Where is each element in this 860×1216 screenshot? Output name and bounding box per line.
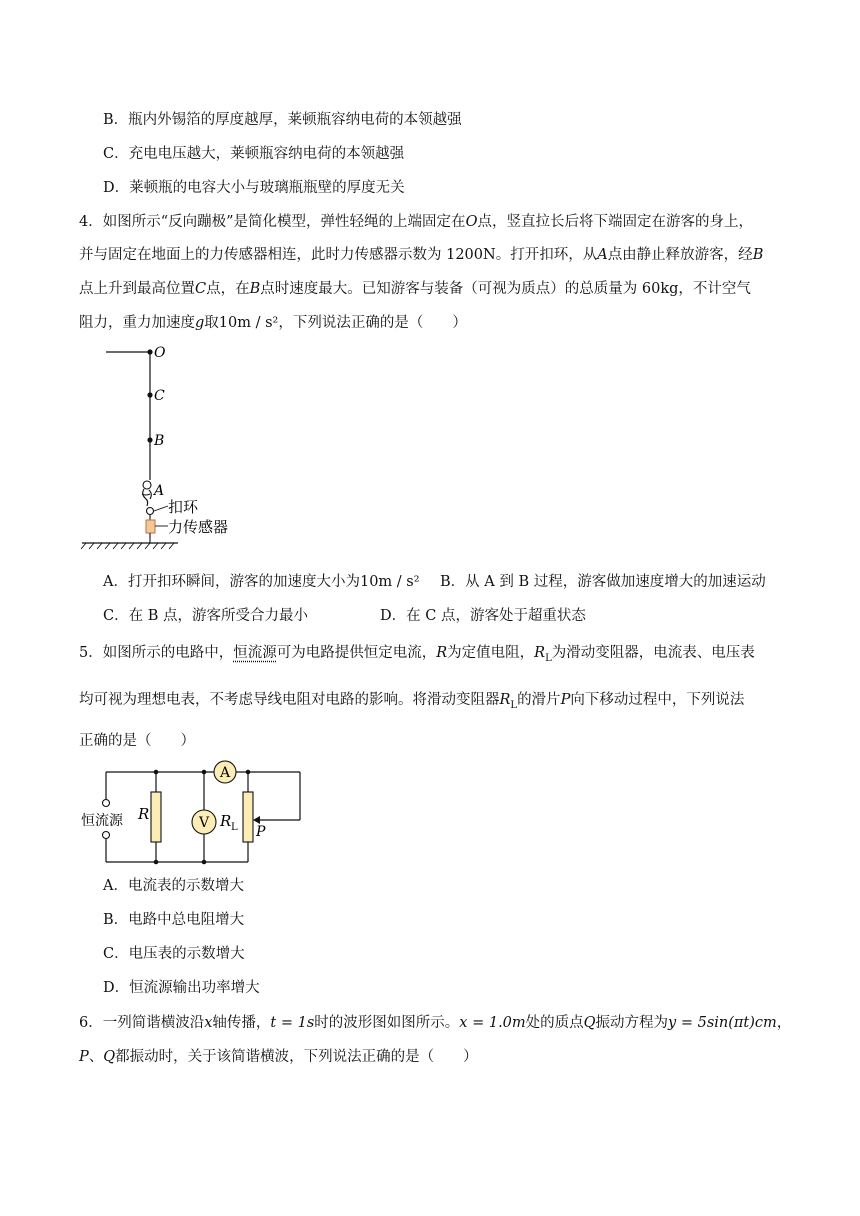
buckle-icon (147, 508, 154, 515)
slider-p-label: P (256, 824, 266, 840)
source-label: 恒流源 (81, 813, 123, 829)
q6-stem-line-2: P、Q都振动时，关于该简谐横波，下列说法正确的是（ ） (79, 1049, 478, 1065)
q4-stem-line-4: 阻力，重力加速度g取10m / s²，下列说法正确的是（ ） (79, 315, 467, 331)
slider-arrow-icon (253, 816, 260, 824)
label-o: O (154, 345, 166, 361)
q5-stem-line-1: 5．如图所示的电路中，恒流源可为电路提供恒定电流，R为定值电阻，$R_L$为滑动变阻器，电流表、电压表 (79, 645, 755, 664)
q4-option-a: A．打开扣环瞬间，游客的加速度大小为10m / s² (103, 574, 420, 590)
q4-stem-line-1: 4．如图所示“反向蹦极”是简化模型，弹性轻绳的上端固定在O点，竖直拉长后将下端固定在游客的身上， (79, 214, 753, 230)
q4-option-d: D．在 C 点，游客处于超重状态 (380, 608, 586, 624)
source-terminal-top (103, 800, 110, 807)
q5-stem-line-3: 正确的是（ ） (79, 733, 195, 749)
resistor-r-label: R (138, 805, 150, 823)
rheostat-rl-label: R (220, 812, 232, 830)
q3-option-b: B．瓶内外锡箔的厚度越厚，莱顿瓶容纳电荷的本领越强 (103, 112, 462, 128)
q6-stem-line-1: 6．一列简谐横波沿x轴传播，t = 1s时的波形图如图所示。x = 1.0m处的质点Q振动方程为y = 5sin(πt)cm， (79, 1015, 792, 1031)
resistor-r (151, 792, 161, 842)
q5-option-d: D．恒流源输出功率增大 (103, 980, 260, 996)
force-sensor-icon (146, 520, 155, 533)
label-c: C (154, 388, 165, 404)
q4-stem-line-2: 并与固定在地面上的力传感器相连，此时力传感器示数为 1200N。打开扣环，从A点由静止释放游客，经B (79, 247, 764, 263)
ammeter-label: A (219, 765, 231, 781)
q3-option-d: D．莱顿瓶的电容大小与玻璃瓶瓶壁的厚度无关 (103, 180, 405, 196)
q4-stem-line-3: 点上升到最高位置C点，在B点时速度最大。已知游客与装备（可视为质点）的总质量为 60kg，不计空气 (79, 281, 751, 297)
q5-option-a: A．电流表的示数增大 (103, 878, 244, 894)
label-a: A (154, 483, 165, 499)
buckle-label: 扣环 (168, 498, 199, 516)
rheostat-rl-subscript: L (231, 822, 238, 833)
q5-circuit-figure (78, 756, 318, 868)
sensor-label: 力传感器 (168, 518, 229, 536)
q4-bungee-figure (70, 340, 270, 555)
q5-option-c: C．电压表的示数增大 (103, 946, 245, 962)
tourist-icon (142, 481, 151, 506)
rheostat-rl (243, 792, 253, 842)
source-terminal-bottom (103, 832, 110, 839)
label-b: B (154, 433, 165, 449)
q5-option-b: B．电路中总电阻增大 (103, 912, 245, 928)
q3-option-c: C．充电电压越大，莱顿瓶容纳电荷的本领越强 (103, 146, 405, 162)
q4-option-c: C．在 B 点，游客所受合力最小 (103, 608, 308, 624)
q4-option-b: B．从 A 到 B 过程，游客做加速度增大的加速运动 (440, 574, 766, 590)
q5-stem-line-2: 均可视为理想电表，不考虑导线电阻对电路的影响。将滑动变阻器$R_L$的滑片P向下移动过程中，下列说法 (79, 692, 745, 711)
voltmeter-label: V (198, 815, 210, 831)
